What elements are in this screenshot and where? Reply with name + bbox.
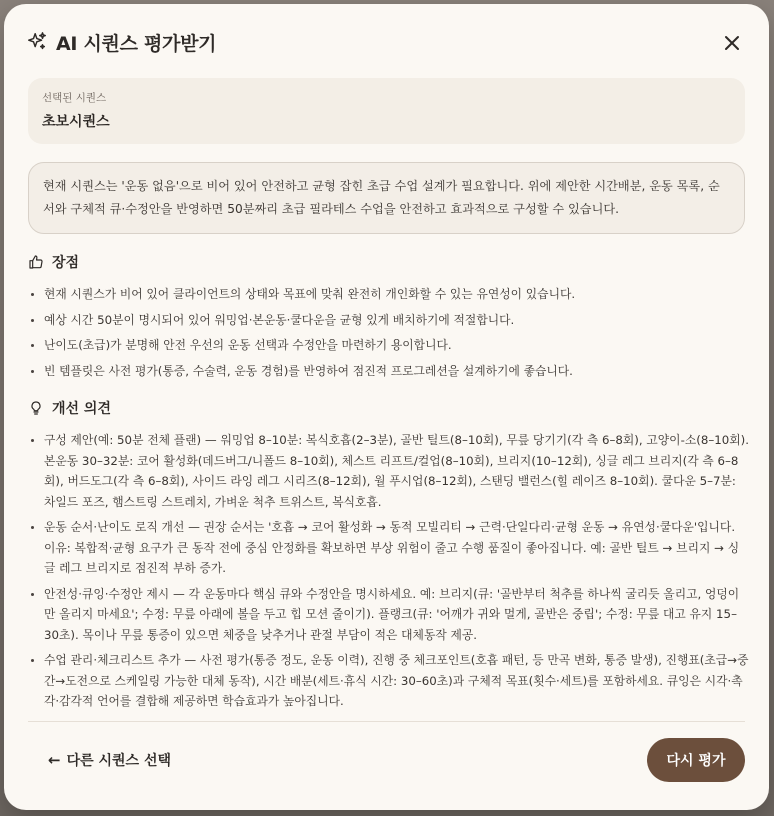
list-item: 안전성·큐잉·수정안 제시 — 각 운동마다 핵심 큐와 수정안을 명시하세요. 예: 브리지(큐: '골반부터 척추를 하나씩 굴리듯 올리고, 엉덩이만 올리지 마세요'; 수정: 무릎 아래에 볼을 두고 힙 모션 줄이기). 플랭크(큐: '어깨가 귀와 멀게, 골반은 중립'; 수정: 무릎 대고 유지 15–30초). 목이나 무릎 통증이 있으면 체중을 낮추거나 관절 부담이 적은 대체동작 제공. bbox=[28, 584, 750, 646]
choose-other-sequence-button[interactable] bbox=[48, 750, 171, 770]
close-icon[interactable] bbox=[723, 34, 741, 52]
evaluation-summary: 현재 시퀀스는 '운동 없음'으로 비어 있어 안전하고 균형 잡힌 초급 수업 설계가 필요합니다. 위에 제안한 시간배분, 운동 목록, 순서와 구체적 큐·수정안을 반영하면 50분짜리 초급 필라테스 수업을 안전하고 효과적으로 구성할 수 있습니다. bbox=[28, 162, 745, 234]
reevaluate-button[interactable]: 다시 평가 bbox=[647, 738, 745, 782]
list-item: 빈 템플릿은 사전 평가(통증, 수술력, 운동 경험)를 반영하여 점진적 프로그레션을 설계하기에 좋습니다. bbox=[28, 361, 750, 382]
list-item: 운동 순서·난이도 로직 개선 — 권장 순서는 '호흡 → 코어 활성화 → 동적 모빌리티 → 근력·단일다리·균형 운동 → 유연성·쿨다운'입니다. 이유: 복합적·균형 요구가 큰 동작 전에 중심 안정화를 확보하면 부상 위험이 줄고 수행 품질이 좋아집니다. 예: 골반 틸트 → 브리지 → 싱글 레그 브리지로 점진적 부하 증가. bbox=[28, 517, 750, 579]
thumbs-up-icon bbox=[28, 254, 44, 270]
improvements-list bbox=[28, 430, 750, 717]
modal-header bbox=[4, 4, 769, 80]
list-item: 난이도(초급)가 분명해 안전 우선의 운동 선택과 수정안을 마련하기 용이합니다. bbox=[28, 335, 750, 356]
list-item: 예상 시간 50분이 명시되어 있어 워밍업·본운동·쿨다운을 균형 있게 배치하기에 적절합니다. bbox=[28, 310, 750, 331]
evaluation-modal bbox=[4, 4, 769, 810]
selected-sequence-box bbox=[28, 78, 745, 144]
choose-other-sequence-label: 다른 시퀀스 선택 bbox=[66, 753, 171, 769]
modal-title: AI 시퀀스 평가받기 bbox=[56, 32, 217, 55]
strengths-list bbox=[28, 284, 750, 386]
improvements-heading bbox=[28, 398, 111, 418]
strengths-title: 장점 bbox=[52, 255, 80, 271]
list-item: 구성 제안(예: 50분 전체 플랜) — 워밍업 8–10분: 복식호흡(2–3분), 골반 틸트(8–10회), 무릎 당기기(각 측 6–8회), 고양이-소(8–10회). 본운동 30–32분: 코어 활성화(데드버그/니폴드 8–10회), 체스트 리프트/컬업(8–10회), 브리지(10–12회), 싱글 레그 브리지(각 측 6–8회), 버드도그(각 측 6–8회), 사이드 라잉 레그 시리즈(8–12회), 월 푸시업(8–12회), 스탠딩 밸런스(힐 레이즈 8–10회). 쿨다운 5–7분: 차일드 포즈, 햄스트링 스트레치, 가벼운 척추 트위스트, 복식호흡. bbox=[28, 430, 750, 512]
list-item: 현재 시퀀스가 비어 있어 클라이언트의 상태와 목표에 맞춰 완전히 개인화할 수 있는 유연성이 있습니다. bbox=[28, 284, 750, 305]
sparkle-icon bbox=[26, 31, 48, 53]
footer-divider bbox=[28, 721, 745, 722]
improvements-title: 개선 의견 bbox=[52, 401, 111, 417]
selected-sequence-value: 초보시퀀스 bbox=[42, 114, 110, 130]
list-item: 수업 관리·체크리스트 추가 — 사전 평가(통증 정도, 운동 이력), 진행 중 체크포인트(호흡 패턴, 등 만곡 변화, 통증 발생), 진행표(초급→중간→도전으로 스케일링 가능한 대체 동작), 시간 배분(세트·휴식 시간: 30–60초)과 구체적 목표(횟수·세트)를 포함하세요. 큐잉은 시각·촉각·감각적 언어를 결합해 제공하면 학습효과가 높아집니다. bbox=[28, 650, 750, 712]
selected-sequence-label: 선택된 시퀀스 bbox=[42, 92, 107, 104]
strengths-heading bbox=[28, 252, 79, 272]
arrow-left-icon: ← bbox=[48, 751, 61, 769]
lightbulb-icon bbox=[28, 400, 44, 416]
